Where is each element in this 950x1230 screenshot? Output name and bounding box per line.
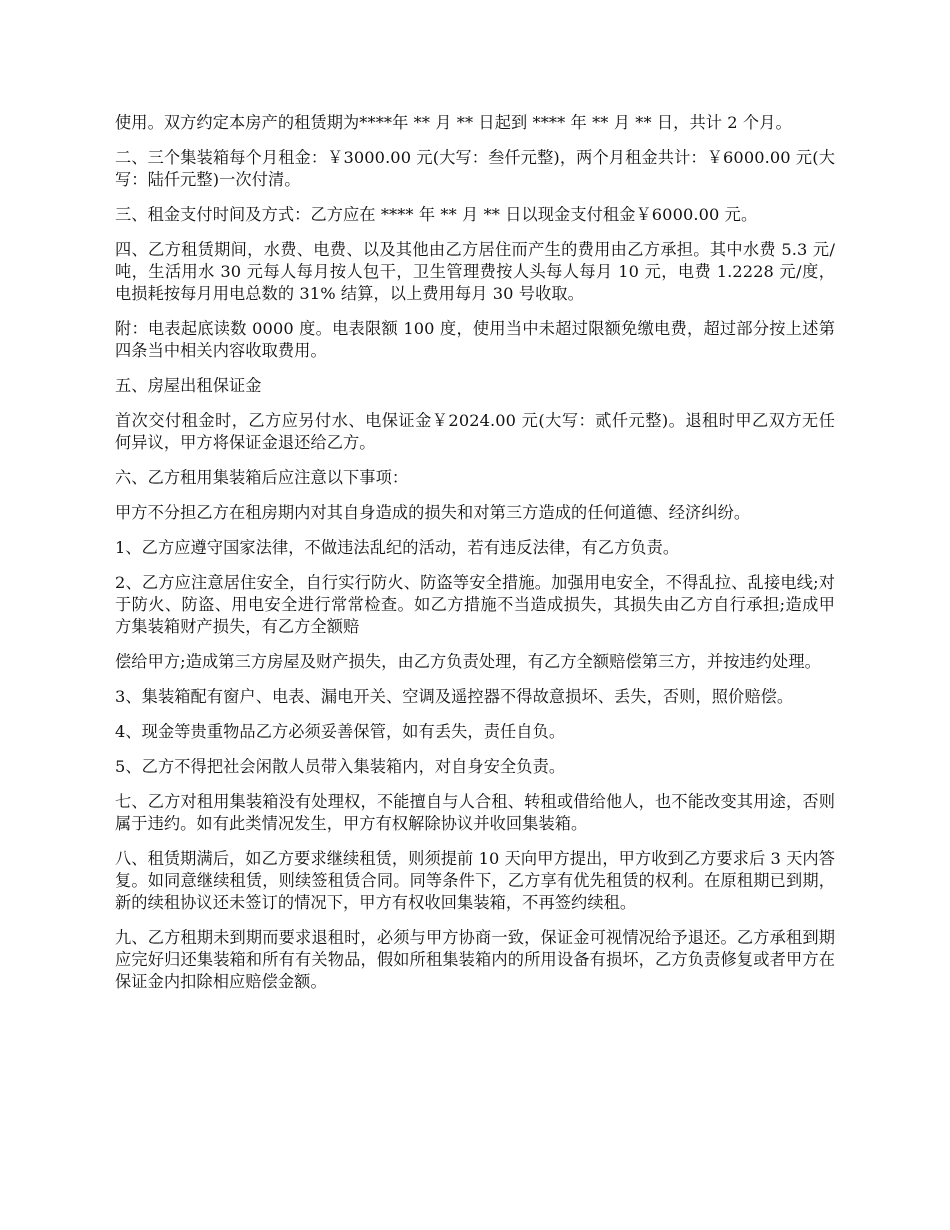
paragraph-item-1-law: 1、乙方应遵守国家法律，不做违法乱纪的活动，若有违反法律，有乙方负责。: [115, 538, 680, 557]
paragraph-item-5-visitors: 5、乙方不得把社会闲散人员带入集装箱内，对自身安全负责。: [115, 757, 566, 776]
paragraph-item-2-safety: 2、乙方应注意居住安全，自行实行防火、防盗等安全措施。加强用电安全，不得乱拉、乱接电线;对于防火、防盗、用电安全进行常常检查。如乙方措施不当造成损失，其损失由乙方自行承担;造成甲方集装箱财产损失，有乙方全额赔: [115, 573, 835, 636]
paragraph-clause-3-payment: 三、租金支付时间及方式：乙方应在 **** 年 ** 月 ** 日以现金支付租金￥6000.00 元。: [115, 205, 758, 224]
paragraph-liability-disclaimer: 甲方不分担乙方在租房期内对其自身造成的损失和对第三方造成的任何道德、经济纠纷。: [115, 503, 751, 522]
paragraph-deposit: 首次交付租金时，乙方应另付水、电保证金￥2024.00 元(大写：贰仟元整)。退租时甲乙双方无任何异议，甲方将保证金退还给乙方。: [115, 411, 835, 452]
paragraph-clause-5-heading: 五、房屋出租保证金: [115, 376, 262, 395]
paragraph-lease-term: 使用。双方约定本房产的租赁期为****年 ** 月 ** 日起到 **** 年 ** 月 ** 日，共计 2 个月。: [115, 113, 792, 132]
paragraph-item-2-continued: 偿给甲方;造成第三方房屋及财产损失，由乙方负责处理，有乙方全额赔偿第三方，并按违约处理。: [115, 652, 821, 671]
paragraph-item-4-valuables: 4、现金等贵重物品乙方必须妥善保管，如有丢失，责任自负。: [115, 722, 566, 741]
paragraph-clause-8-renewal: 八、租赁期满后，如乙方要求继续租赁，则须提前 10 天向甲方提出，甲方收到乙方要求后 3 天内答复。如同意继续租赁，则续签租赁合同。同等条件下，乙方享有优先租赁的权利。在原租期已到期，新的续租协议还未签订的情况下，甲方有权收回集装箱，不再签约续租。: [115, 849, 835, 912]
paragraph-clause-2-rent: 二、三个集装箱每个月租金：￥3000.00 元(大写：叁仟元整)，两个月租金共计：￥6000.00 元(大写：陆仟元整)一次付清。: [115, 148, 835, 189]
paragraph-clause-7-sublease: 七、乙方对租用集装箱没有处理权，不能擅自与人合租、转租或借给他人，也不能改变其用途，否则属于违约。如有此类情况发生，甲方有权解除协议并收回集装箱。: [115, 792, 835, 833]
paragraph-clause-4-utilities: 四、乙方租赁期间，水费、电费、以及其他由乙方居住而产生的费用由乙方承担。其中水费 5.3 元/吨，生活用水 30 元每人每月按人包干，卫生管理费按人头每人每月 10 元，电费 1.2228 元/度，电损耗按每月用电总数的 31% 结算，以上费用每月 30 号收取。: [115, 240, 835, 303]
paragraph-appendix-meter: 附：电表起底读数 0000 度。电表限额 100 度，使用当中未超过限额免缴电费，超过部分按上述第四条当中相关内容收取费用。: [115, 319, 835, 360]
paragraph-item-3-equipment: 3、集装箱配有窗户、电表、漏电开关、空调及遥控器不得故意损坏、丢失，否则，照价赔偿。: [115, 687, 794, 706]
paragraph-clause-6-heading: 六、乙方租用集装箱后应注意以下事项：: [115, 468, 409, 487]
paragraph-clause-9-early-termination: 九、乙方租期未到期而要求退租时，必须与甲方协商一致，保证金可视情况给予退还。乙方承租到期应完好归还集装箱和所有有关物品，假如所租集装箱内的所用设备有损坏，乙方负责修复或者甲方在保证金内扣除相应赔偿金额。: [115, 928, 835, 991]
